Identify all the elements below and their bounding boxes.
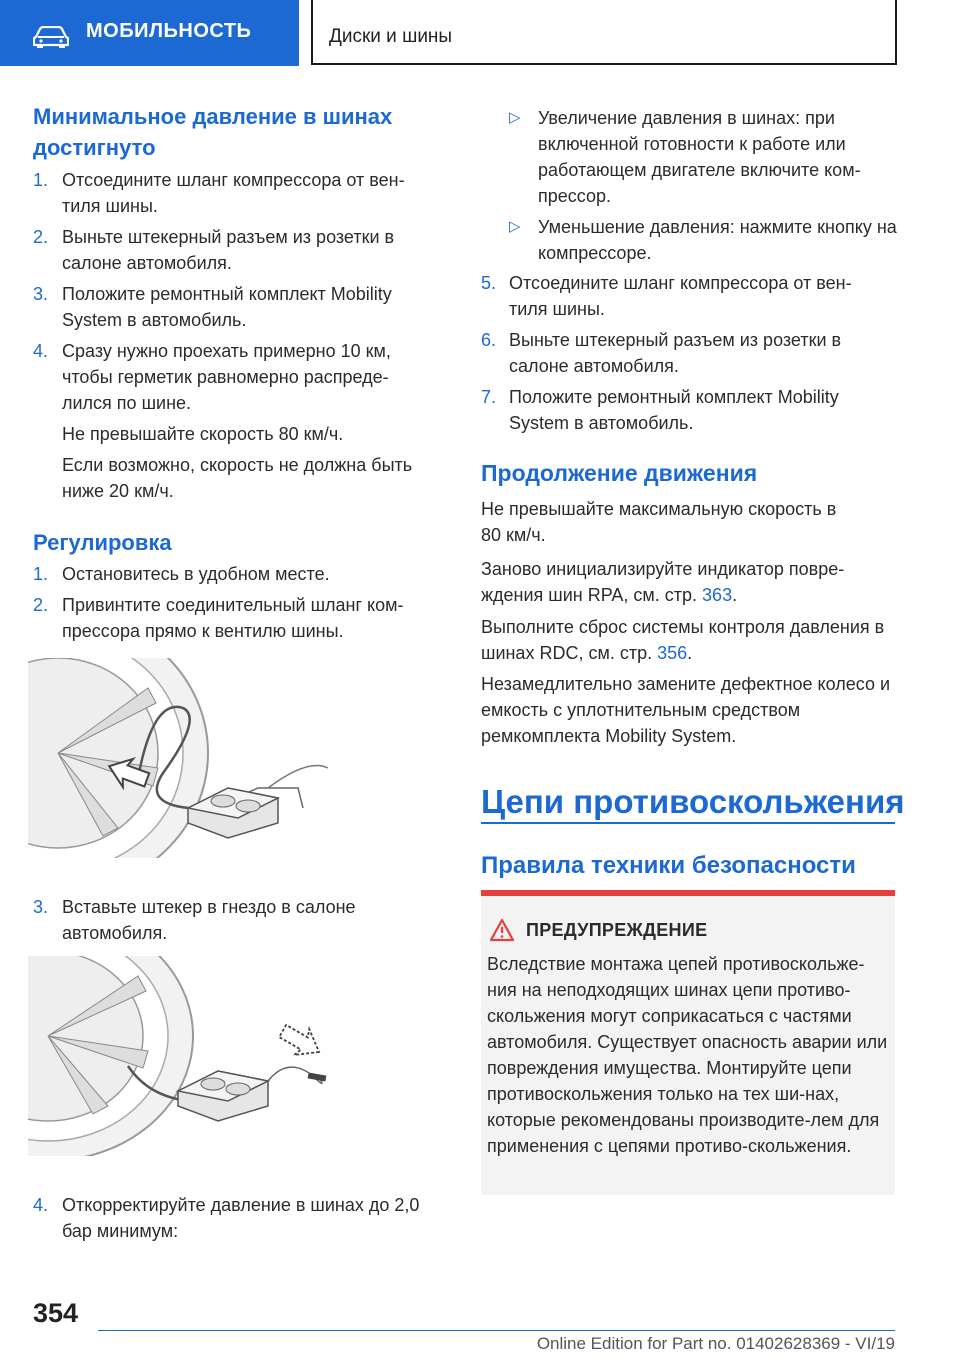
paragraph: Незамедлительно замените дефектное колесо и емкость с уплотнительным средством ремкомплекта Mobility System. [481,674,891,746]
step-number: 4. [33,341,49,361]
step-text: Отсоедините шланг компрессора от вен-тиля шины. [62,170,405,216]
bullet-triangle-icon: ▷ [509,218,521,235]
heading-continue-driving: Продолжение движения [481,460,758,486]
speed-note: Не превышайте скорость 80 км/ч. [62,424,344,444]
step-number: 6. [481,330,497,350]
step-text: Выньте штекерный разъем из розетки в салоне автомобиля. [509,330,842,376]
section-title: МОБИЛЬНОСТЬ [86,20,252,42]
section-tab[interactable] [0,0,299,66]
page-link-363[interactable]: 363 [702,585,733,605]
step-text: Сразу нужно проехать примерно 10 км, чтобы герметик равномерно распреде-лился по шине. [62,341,391,413]
page-header [0,0,960,66]
step-text: Вставьте штекер в гнездо в салоне автомобиля. [62,897,356,943]
bullet-text: Уменьшение давления: нажмите кнопку на компрессоре. [538,217,897,263]
bullet-triangle-icon: ▷ [509,109,521,126]
paragraph-rdc [481,614,901,666]
heading-min-pressure: Минимальное давление в шинах достигнуто [33,104,393,160]
footer-rule [98,1330,895,1331]
paragraph-text: . [732,585,738,605]
warning-box [481,890,895,1195]
chapter-title: Диски и шины [329,26,453,47]
illustration-compressor-hose [28,658,428,858]
speed-note-min: Если возможно, скорость не должна быть ниже 20 км/ч. [62,455,413,501]
heading-adjust: Регулировка [33,530,172,555]
step-number: 5. [481,273,497,293]
warning-triangle-icon [489,918,515,947]
step-number: 3. [33,284,49,304]
warning-text: Вследствие монтажа цепей противоскольже-ния на неподходящих шинах цепи противо-скольжения могут соприкасаться с частями автомобиля. Существует опасность аварии или повреждения имущества. Монтируйте цепи противоскольжения только на тех ши-нах, которые рекомендованы производите-лем для применения с цепями противо-скольжения. [487,954,888,1156]
step-number: 1. [33,170,49,190]
step-text: Остановитесь в удобном месте. [62,564,330,584]
page-link-356[interactable]: 356 [657,643,688,663]
paragraph-text: Выполните сброс системы контроля давления в шинах RDC, см. стр. [481,617,885,663]
step-text: Отсоедините шланг компрессора от вен-тиля шины. [509,273,852,319]
paragraph-text: . [687,643,693,663]
heading-rule [481,822,895,824]
step-number: 1. [33,564,49,584]
step-text: Выньте штекерный разъем из розетки в салоне автомобиля. [62,227,395,273]
step-number: 3. [33,897,49,917]
heading-snow-chains: Цепи противоскольжения [481,783,905,820]
paragraph-rpa [481,556,876,608]
step-number: 2. [33,227,49,247]
step-text: Положите ремонтный комплект Mobility System в автомобиль. [62,284,392,330]
paragraph: Не превышайте максимальную скорость в 80 км/ч. [481,499,837,545]
heading-safety-rules: Правила техники безопасности [481,852,856,879]
edition-note: Online Edition for Part no. 01402628369 - VI/19 [536,1334,895,1353]
warning-title: ПРЕДУПРЕЖДЕНИЕ [526,920,708,940]
step-number: 7. [481,387,497,407]
step-text: Откорректируйте давление в шинах до 2,0 бар минимум: [62,1195,420,1241]
step-text: Привинтите соединительный шланг ком-прессора прямо к вентилю шины. [62,595,404,641]
paragraph-text: Заново инициализируйте индикатор повре-ждения шин RPA, см. стр. [481,559,845,605]
step-text: Положите ремонтный комплект Mobility System в автомобиль. [509,387,839,433]
bullet-text: Увеличение давления в шинах: при включенной готовности к работе или работающем двигателе включите ком-прессор. [538,108,861,206]
car-icon [33,26,69,53]
illustration-plug-socket [28,956,428,1156]
chapter-box [311,0,897,65]
step-number: 4. [33,1195,49,1215]
step-number: 2. [33,595,49,615]
page-number: 354 [33,1298,79,1328]
